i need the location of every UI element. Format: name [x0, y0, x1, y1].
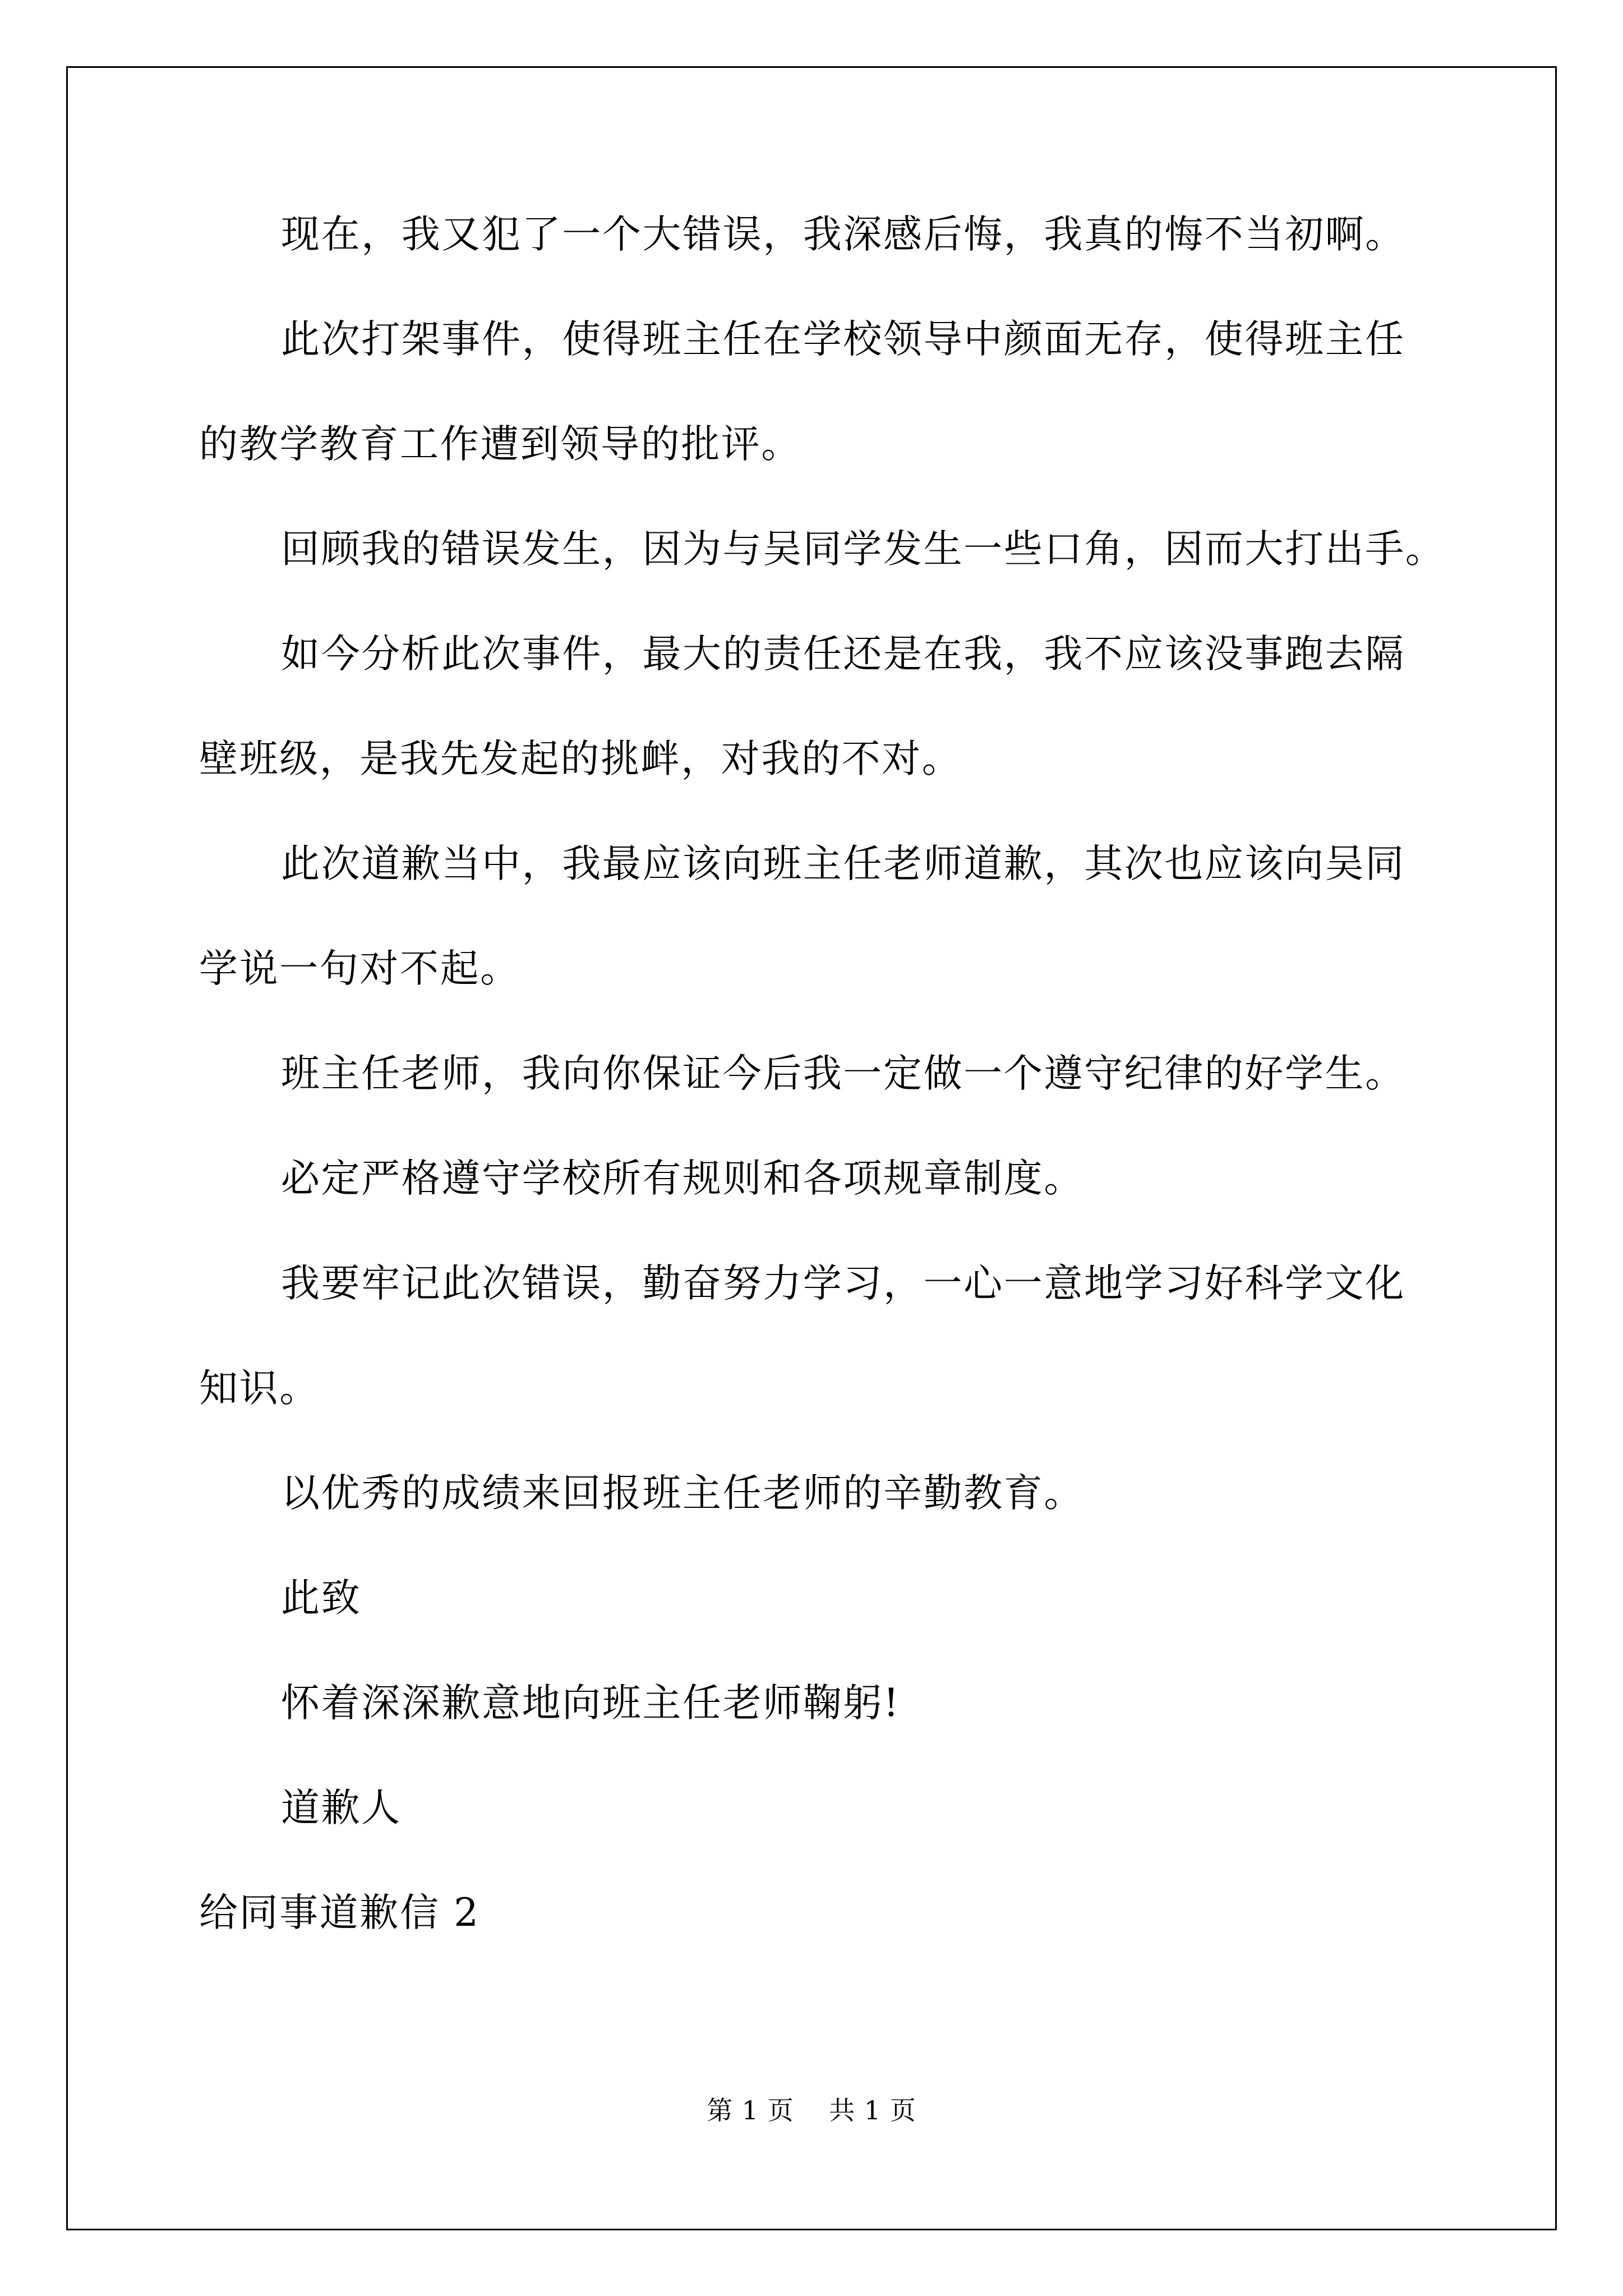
closing-salutation: 此致 [281, 1576, 362, 1621]
page-number-footer: 第 1 页 共 1 页 [707, 2095, 916, 2125]
closing-line: 怀着深深歉意地向班主任老师鞠躬! [281, 1681, 901, 1726]
signature-label: 道歉人 [281, 1786, 402, 1830]
paragraph-line: 我要牢记此次错误，勤奋努力学习，一心一意地学习好科学文化 [281, 1261, 1405, 1306]
paragraph-line: 的教学教育工作遭到领导的批评。 [199, 422, 801, 467]
paragraph-line: 壁班级，是我先发起的挑衅，对我的不对。 [199, 737, 962, 781]
paragraph-line: 此次道歉当中，我最应该向班主任老师道歉，其次也应该向吴同 [281, 841, 1405, 886]
paragraph-line: 如今分析此次事件，最大的责任还是在我，我不应该没事跑去隔 [281, 632, 1405, 677]
paragraph-line: 班主任老师，我向你保证今后我一定做一个遵守纪律的好学生。 [281, 1051, 1405, 1096]
paragraph-line: 以优秀的成绩来回报班主任老师的辛勤教育。 [281, 1471, 1084, 1516]
paragraph-line: 回顾我的错误发生，因为与吴同学发生一些口角，因而大打出手。 [281, 527, 1446, 572]
paragraph-line: 现在，我又犯了一个大错误，我深感后悔，我真的悔不当初啊。 [281, 212, 1405, 257]
document-body [199, 208, 1446, 1991]
section-heading: 给同事道歉信 2 [199, 1890, 480, 1935]
paragraph-line: 知识。 [199, 1366, 320, 1411]
paragraph-line: 必定严格遵守学校所有规则和各项规章制度。 [281, 1156, 1084, 1201]
paragraph-line: 此次打架事件，使得班主任在学校领导中颜面无存，使得班主任 [281, 317, 1405, 362]
paragraph-line: 学说一句对不起。 [199, 946, 520, 991]
